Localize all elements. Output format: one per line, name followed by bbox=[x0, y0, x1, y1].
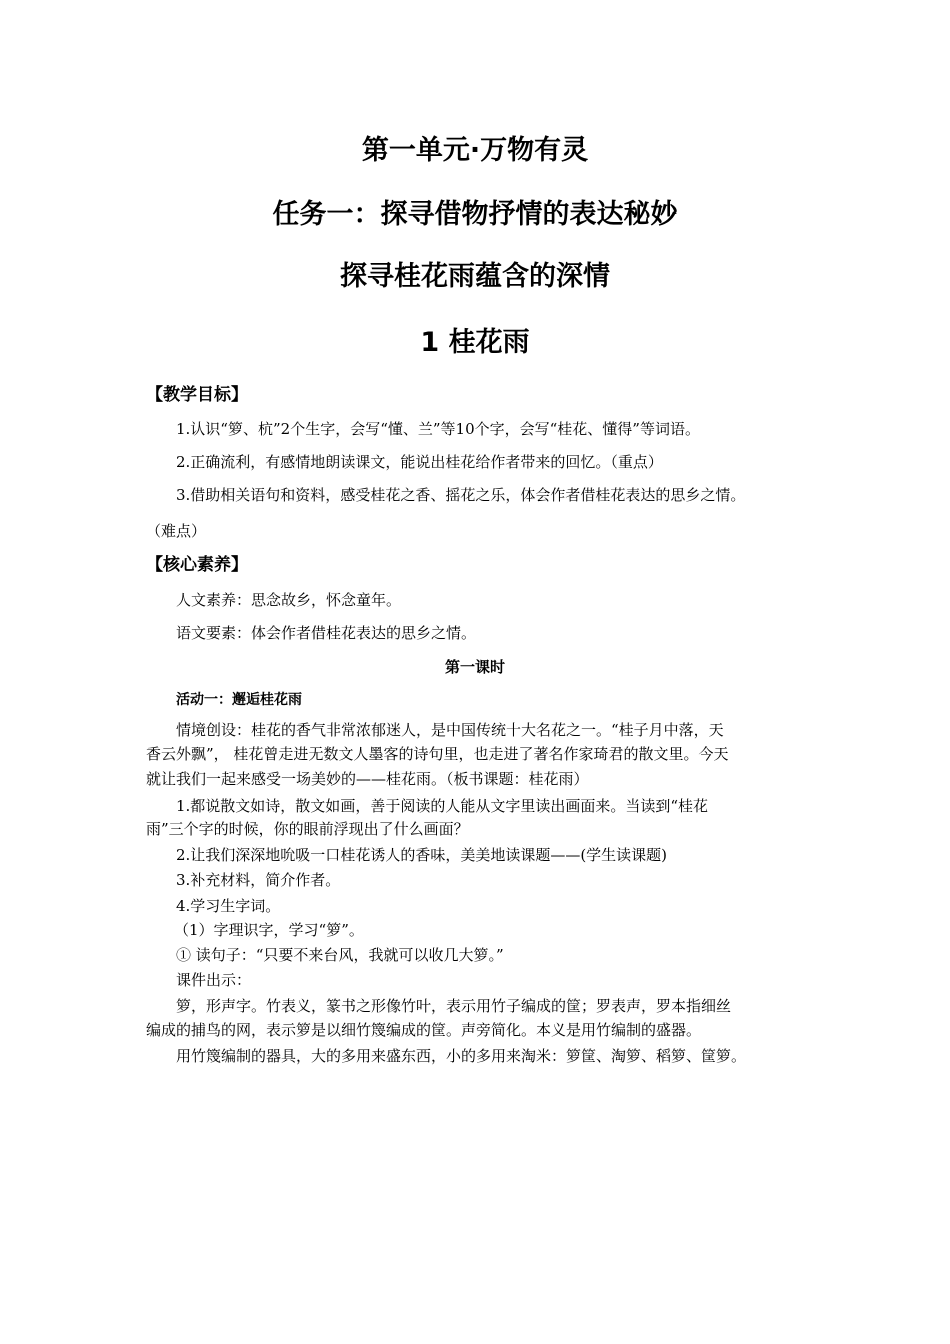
literacy-item: 语文要素：体会作者借桂花表达的思乡之情。 bbox=[176, 624, 477, 642]
body-line: 2.让我们深深地吮吸一口桂花诱人的香味，美美地读课题——(学生读课题) bbox=[176, 846, 668, 864]
objective-item: 1.认识“箩、杭”2个生字，会写“懂、兰”等10个字，会写“桂花、懂得”等词语。 bbox=[176, 420, 700, 438]
task-title: 任务一：探寻借物抒情的表达秘妙 bbox=[272, 199, 678, 230]
activity-title: 活动一：邂逅桂花雨 bbox=[176, 692, 302, 708]
body-line: 课件出示： bbox=[176, 971, 252, 989]
body-line: 箩，形声字。竹表义，篆书之形像竹叶，表示用竹子编成的筐；罗表声，罗本指细丝 bbox=[176, 997, 732, 1015]
body-line: ① 读句子：“只要不来台风，我就可以收几大箩。” bbox=[176, 946, 504, 964]
literacy-heading: 【核心素养】 bbox=[146, 555, 248, 575]
topic-title: 探寻桂花雨蕴含的深情 bbox=[340, 261, 610, 292]
body-line: 情境创设：桂花的香气非常浓郁迷人，是中国传统十大名花之一。“桂子月中落，天 bbox=[176, 721, 724, 739]
objective-item: 2.正确流利，有感情地朗读课文，能说出桂花给作者带来的回忆。（重点） bbox=[176, 453, 663, 471]
body-line: 3.补充材料，简介作者。 bbox=[176, 871, 341, 889]
body-line: 雨”三个字的时候，你的眼前浮现出了什么画面？ bbox=[146, 820, 469, 838]
body-line: 编成的捕鸟的网，表示箩是以细竹篾编成的筐。声旁简化。本义是用竹编制的盛器。 bbox=[146, 1021, 702, 1039]
body-line: 就让我们一起来感受一场美妙的——桂花雨。（板书课题：桂花雨） bbox=[146, 770, 589, 788]
objective-item-continued: （难点） bbox=[146, 522, 207, 540]
period-title: 第一课时 bbox=[444, 658, 505, 676]
body-line: 1.都说散文如诗，散文如画，善于阅读的人能从文字里读出画面来。当读到“桂花 bbox=[176, 797, 708, 815]
objectives-heading: 【教学目标】 bbox=[146, 385, 248, 405]
lesson-title: 1 桂花雨 bbox=[420, 327, 530, 358]
body-line: （1）字理识字，学习“箩”。 bbox=[174, 921, 364, 939]
body-line: 用竹篾编制的器具，大的多用来盛东西，小的多用来淘米：箩筐、淘箩、稻箩、筐箩。 bbox=[176, 1047, 747, 1065]
body-line: 4.学习生字词。 bbox=[176, 897, 281, 915]
objective-item: 3.借助相关语句和资料，感受桂花之香、摇花之乐，体会作者借桂花表达的思乡之情。 bbox=[176, 486, 746, 504]
body-line: 香云外飘”， 桂花曾走进无数文人墨客的诗句里，也走进了著名作家琦君的散文里。今天 bbox=[146, 745, 729, 763]
unit-title: 第一单元·万物有灵 bbox=[361, 135, 589, 166]
literacy-item: 人文素养：思念故乡，怀念童年。 bbox=[176, 591, 402, 609]
